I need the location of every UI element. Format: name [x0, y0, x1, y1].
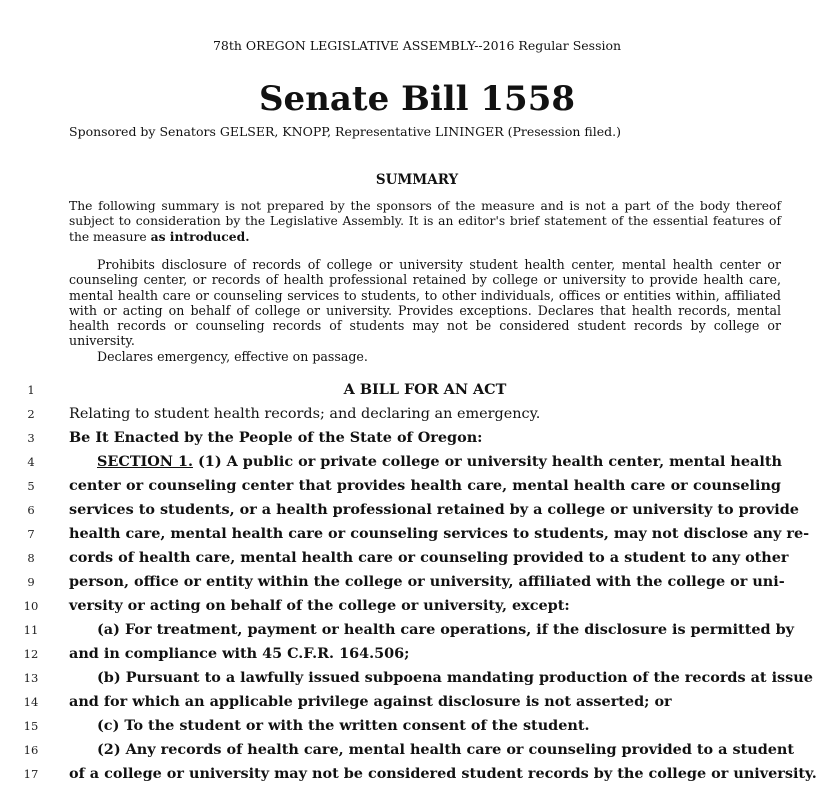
bill-line-text: cords of health care, mental health care or counseling provided to a student to any other: [69, 549, 789, 566]
bill-line-text: health care, mental health care or counseling services to students, may not disclose any re-: [69, 525, 810, 542]
summary-body: [69, 257, 781, 364]
summary-heading: SUMMARY: [375, 172, 459, 188]
bill-line: [0, 762, 834, 786]
line-number: 3: [27, 431, 35, 445]
bill-line: [0, 498, 834, 522]
bill-line: [0, 474, 834, 498]
summary-paragraph: Prohibits disclosure of records of college or university student health center, mental health center or counseling center, or records of health professional retained by college or university to provide health care, mental health care or counseling services to students, to other individuals, offices or entities within, affiliated with or acting on behalf of college or university. Provides exceptions. Declares that health records, mental health records or counseling records of students may not be considered student records by college or university.: [69, 257, 781, 349]
disclaimer-text: The following summary is not prepared by the sponsors of the measure and is not a part of the body thereof subject to consideration by the Legislative Assembly. It is an editor's brief statement of the essential features of the measure: [69, 199, 781, 244]
bill-title: Senate Bill 1558: [258, 79, 576, 119]
bill-line-text: and in compliance with 45 C.F.R. 164.506;: [69, 645, 410, 662]
bill-line: [0, 594, 834, 618]
line-number: 6: [27, 503, 35, 517]
line-number: 13: [23, 671, 39, 685]
line-number: 5: [27, 479, 35, 493]
section-label: SECTION 1.: [97, 453, 193, 470]
line-number: 8: [27, 551, 35, 565]
bill-line-text: (c) To the student or with the written consent of the student.: [97, 717, 590, 734]
bill-line: [0, 546, 834, 570]
section-text: (1) A public or private college or university health center, mental health: [192, 453, 782, 470]
bill-line-text: (a) For treatment, payment or health care operations, if the disclosure is permitted by: [97, 621, 794, 638]
bill-line: [0, 402, 834, 426]
bill-line: [0, 426, 834, 450]
line-number: 9: [27, 575, 35, 589]
line-number: 17: [23, 767, 39, 781]
bill-text: [0, 378, 834, 786]
line-number: 7: [27, 527, 35, 541]
line-number: 12: [23, 647, 39, 661]
disclaimer-emphasis: as introduced.: [150, 229, 250, 244]
line-number: 15: [23, 719, 39, 733]
relating-clause: Relating to student health records; and declaring an emergency.: [69, 406, 541, 422]
bill-line-text: versity or acting on behalf of the college or university, except:: [69, 597, 570, 614]
line-number: 11: [23, 623, 39, 637]
bill-line: [0, 570, 834, 594]
bill-line: [0, 522, 834, 546]
bill-line-text: and for which an applicable privilege against disclosure is not asserted; or: [69, 693, 672, 710]
act-heading: A BILL FOR AN ACT: [343, 381, 507, 398]
bill-line-text: [97, 450, 781, 474]
line-number: 4: [27, 455, 35, 469]
bill-line: [0, 666, 834, 690]
line-number: 1: [27, 383, 35, 397]
line-number: 10: [23, 599, 39, 613]
bill-line: [0, 738, 834, 762]
summary-emergency: Declares emergency, effective on passage.: [97, 348, 368, 364]
bill-line-text: of a college or university may not be considered student records by the college or university.: [69, 765, 817, 782]
line-number: 2: [27, 407, 35, 421]
bill-line: [0, 450, 834, 474]
sponsors-line: Sponsored by Senators GELSER, KNOPP, Representative LININGER (Presession filed.): [69, 124, 622, 139]
summary-disclaimer: [69, 199, 781, 245]
bill-line-text: person, office or entity within the college or university, affiliated with the college or uni-: [69, 573, 785, 590]
bill-line: [0, 690, 834, 714]
bill-line: [0, 642, 834, 666]
bill-line: [0, 618, 834, 642]
bill-line: [0, 714, 834, 738]
session-heading: 78th OREGON LEGISLATIVE ASSEMBLY--2016 Regular Session: [212, 38, 622, 53]
line-number: 14: [23, 695, 39, 709]
line-number: 16: [23, 743, 39, 757]
bill-line-text: (2) Any records of health care, mental health care or counseling provided to a student: [97, 741, 795, 758]
bill-line: [0, 378, 834, 402]
bill-line-text: services to students, or a health professional retained by a college or university to provide: [69, 501, 799, 518]
bill-line-text: center or counseling center that provides health care, mental health care or counseling: [69, 477, 781, 494]
bill-line-text: (b) Pursuant to a lawfully issued subpoena mandating production of the records at issue: [97, 669, 813, 686]
enacting-clause: Be It Enacted by the People of the State of Oregon:: [69, 429, 483, 446]
